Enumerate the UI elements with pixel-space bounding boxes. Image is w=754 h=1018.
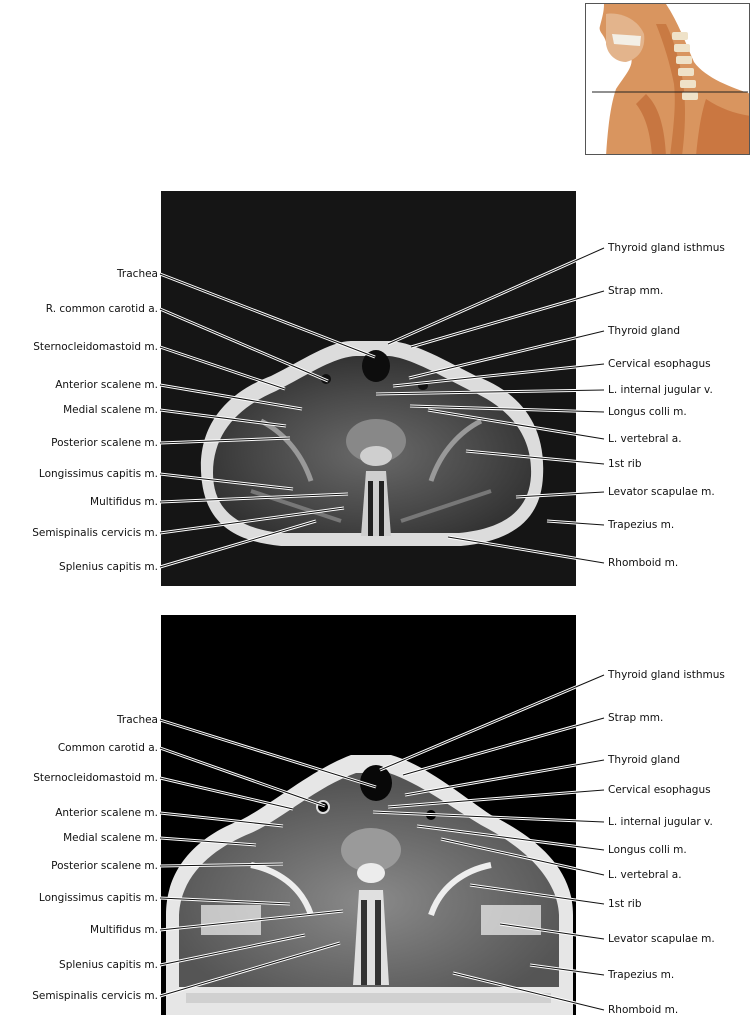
top-left-label: Splenius capitis m. xyxy=(59,561,158,573)
top-right-label: L. vertebral a. xyxy=(608,433,682,445)
top-left-label: Anterior scalene m. xyxy=(55,379,158,391)
bottom-left-label: Longissimus capitis m. xyxy=(38,892,158,904)
bottom-right-label: Trapezius m. xyxy=(608,969,675,981)
top-left-label: Sternocleidomastoid m. xyxy=(33,341,158,353)
top-right-label: Cervical esophagus xyxy=(608,358,711,370)
bottom-left-label: Posterior scalene m. xyxy=(51,860,158,872)
top-right-label: Trapezius m. xyxy=(608,519,675,531)
bottom-right-label: Thyroid gland xyxy=(608,754,681,766)
mri-axial-scan-top xyxy=(161,191,576,586)
mri-top-image xyxy=(161,191,576,586)
top-right-label: 1st rib xyxy=(608,458,642,470)
bottom-left-label: Splenius capitis m. xyxy=(59,959,158,971)
top-right-label: Thyroid gland isthmus xyxy=(608,242,725,254)
bottom-right-label: 1st rib xyxy=(608,898,642,910)
top-right-label: Thyroid gland xyxy=(608,325,681,337)
bottom-left-label: Anterior scalene m. xyxy=(55,807,158,819)
bottom-right-label: Levator scapulae m. xyxy=(608,933,715,945)
top-right-label: Levator scapulae m. xyxy=(608,486,715,498)
neck-anatomy-drawing xyxy=(586,4,750,155)
neck-level-inset-illustration xyxy=(585,3,750,155)
bottom-right-label: Longus colli m. xyxy=(608,844,687,856)
bottom-right-label: Strap mm. xyxy=(608,712,664,724)
bottom-right-label: Cervical esophagus xyxy=(608,784,711,796)
top-right-label: Rhomboid m. xyxy=(608,557,679,569)
top-left-label: Semispinalis cervicis m. xyxy=(32,527,158,539)
bottom-left-label: Medial scalene m. xyxy=(63,832,158,844)
bottom-left-label: Common carotid a. xyxy=(57,742,158,754)
top-left-label: Multifidus m. xyxy=(90,496,158,508)
bottom-left-label: Multifidus m. xyxy=(90,924,158,936)
mri-bottom-image xyxy=(161,615,576,1015)
mri-axial-scan-bottom xyxy=(161,615,576,1015)
top-left-label: Medial scalene m. xyxy=(63,404,158,416)
top-right-label: L. internal jugular v. xyxy=(608,384,713,396)
top-left-label: Trachea xyxy=(117,268,158,280)
bottom-right-label: L. internal jugular v. xyxy=(608,816,713,828)
bottom-left-label: Semispinalis cervicis m. xyxy=(32,990,158,1002)
bottom-right-label: Thyroid gland isthmus xyxy=(608,669,725,681)
top-left-label: Longissimus capitis m. xyxy=(38,468,158,480)
bottom-right-label: L. vertebral a. xyxy=(608,869,682,881)
bottom-left-label: Trachea xyxy=(117,714,158,726)
bottom-left-label: Sternocleidomastoid m. xyxy=(33,772,158,784)
top-left-label: R. common carotid a. xyxy=(45,303,158,315)
top-left-label: Posterior scalene m. xyxy=(51,437,158,449)
top-right-label: Longus colli m. xyxy=(608,406,687,418)
bottom-right-label: Rhomboid m. xyxy=(608,1004,679,1016)
top-right-label: Strap mm. xyxy=(608,285,664,297)
